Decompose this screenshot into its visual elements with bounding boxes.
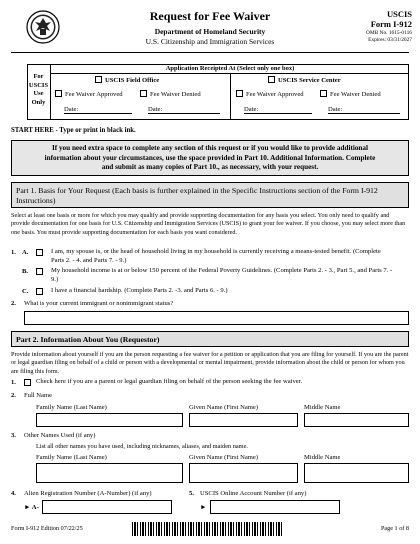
part2-intro: Provide information about yourself if you are the person requesting a fee waiver for a petition or application that you are filing for yourself. If you are the parent or legal guardian filing on behalf of a child or person with a developmental or mental impairment, provide information about the child or person for whom you are filing this form. <box>11 351 409 375</box>
other-given-name-field[interactable] <box>189 463 298 483</box>
current-status-label: What is your current immigrant or nonimmigrant status? <box>24 300 174 307</box>
field-office-option[interactable]: USCIS Field Office <box>95 76 159 84</box>
service-center-checkbox[interactable] <box>268 76 275 83</box>
part1-item2-number: 2. <box>11 300 16 307</box>
guardian-label: Check here if you are a parent or legal guardian filing on behalf of the person seeking the fee waiver. <box>36 378 303 385</box>
part2-item5-number: 5. <box>189 490 194 497</box>
agency-name: U.S. Citizenship and Immigration Services <box>145 37 275 46</box>
family-name-field[interactable] <box>36 413 183 427</box>
sc-denied-checkbox[interactable] <box>320 90 327 97</box>
option-c-checkbox[interactable] <box>36 288 43 295</box>
omb-number: OMB No. 1615-0116 <box>365 30 412 36</box>
option-b-text: My household income is at or below 150 percent of the Federal Poverty Guidelines. (Complete Parts 2. - 3., Part 5., and Parts 7. - 9.) <box>51 267 393 283</box>
sc-approved-checkbox[interactable] <box>236 90 243 97</box>
footer-page-number: Page 1 of 8 <box>380 525 409 532</box>
other-family-name-field[interactable] <box>36 463 183 483</box>
part1-heading: Part 1. Basis for Your Request (Each basis is further explained in the Specific Instructions section of the Form I-912 Instructions) <box>11 182 409 208</box>
other-names-hint: List all other names you have used, including nicknames, aliases, and maiden name. <box>36 443 248 450</box>
option-b-checkbox[interactable] <box>36 268 43 275</box>
current-status-field[interactable] <box>24 311 409 325</box>
form-title: Request for Fee Waiver <box>149 9 271 23</box>
office-divider <box>230 74 231 120</box>
a-number-field[interactable] <box>42 500 172 514</box>
fo-denied-date[interactable]: Date: <box>148 106 220 114</box>
part2-item4-number: 4. <box>11 490 16 497</box>
online-account-field[interactable] <box>210 500 340 514</box>
part1-item1-number: 1. <box>11 249 16 256</box>
option-a-text: I am, my spouse is, or the head of household living in my household is currently receiving a means-tested benefit. (Complete Parts 2. - 4. and Parts 7. - 9.) <box>51 248 381 264</box>
fo-denied-option[interactable]: Fee Waiver Denied <box>140 90 201 98</box>
online-account-prefix: ► <box>200 504 207 511</box>
online-account-label: USCIS Online Account Number (if any) <box>200 490 307 497</box>
sc-denied-option[interactable]: Fee Waiver Denied <box>320 90 381 98</box>
header-rule <box>11 52 409 53</box>
additional-info-notice: If you need extra space to complete any section of this request or if you would like to provide additional information about your circumstances, use the space provided in Part 10. Additional Information. Complete and submit as many copies of Part 10., as necessary, with your request. <box>11 140 409 176</box>
fo-approved-option[interactable]: Fee Waiver Approved <box>55 90 123 98</box>
given-name-field[interactable] <box>189 413 298 427</box>
other-middle-name-label: Middle Name <box>304 454 341 461</box>
start-here-instruction: START HERE - Type or print in black ink. <box>11 127 136 134</box>
other-given-name-label: Given Name (First Name) <box>189 454 259 461</box>
sc-denied-date[interactable]: Date: <box>328 106 400 114</box>
option-c-letter: C. <box>22 288 29 295</box>
guardian-checkbox[interactable] <box>24 379 31 386</box>
part1-intro: Select at least one basis or more for which you may qualify and provide supporting documentation for any basis you select. You only need to qualify and provide documentation for one basis for U.S. Citizenship and Immigration Services (USCIS) to grant your fee waiver. If you choose, you may select more than one basis. You must provide supporting documentation for each basis you want considered. <box>11 212 406 236</box>
fo-approved-checkbox[interactable] <box>55 90 62 97</box>
given-name-label: Given Name (First Name) <box>189 404 259 411</box>
barcode <box>132 522 282 536</box>
form-agency: USCIS <box>386 9 412 19</box>
receipted-at-label: Application Receipted At (Select only one box) <box>51 64 409 74</box>
family-name-label: Family Name (Last Name) <box>36 404 107 411</box>
sc-approved-option[interactable]: Fee Waiver Approved <box>236 90 304 98</box>
service-center-option[interactable]: USCIS Service Center <box>268 76 341 84</box>
field-office-checkbox[interactable] <box>95 76 102 83</box>
sc-approved-date[interactable]: Date: <box>244 106 312 114</box>
a-number-label: Alien Registration Number (A-Number) (if any) <box>24 490 152 497</box>
expiration-date: Expires: 03/31/2027 <box>368 37 412 43</box>
a-number-prefix: ► A- <box>24 504 39 511</box>
department-name: Department of Homeland Security <box>154 27 266 36</box>
dhs-seal-icon <box>26 10 60 44</box>
fo-denied-checkbox[interactable] <box>140 90 147 97</box>
other-middle-name-field[interactable] <box>304 463 409 483</box>
middle-name-field[interactable] <box>304 413 409 427</box>
option-c-text: I have a financial hardship. (Complete Parts 2. -3. and Parts 6. - 9.) <box>51 287 228 294</box>
option-b-letter: B. <box>22 268 29 275</box>
part2-heading: Part 2. Information About You (Requestor) <box>11 331 409 347</box>
option-a-letter: A. <box>22 249 29 256</box>
footer-edition: Form I-912 Edition 07/22/25 <box>11 525 83 532</box>
part2-item2-number: 2. <box>11 392 16 399</box>
part2-item1-number: 1. <box>11 379 16 386</box>
middle-name-label: Middle Name <box>304 404 341 411</box>
form-number: Form I-912 <box>370 19 412 29</box>
other-names-label: Other Names Used (if any) <box>24 432 96 439</box>
uscis-use-label: For USCIS Use Only <box>27 64 51 120</box>
part2-item3-number: 3. <box>11 432 16 439</box>
other-family-name-label: Family Name (Last Name) <box>36 454 107 461</box>
option-a-checkbox[interactable] <box>36 249 43 256</box>
fo-approved-date[interactable]: Date: <box>64 106 132 114</box>
full-name-label: Full Name <box>24 392 53 399</box>
